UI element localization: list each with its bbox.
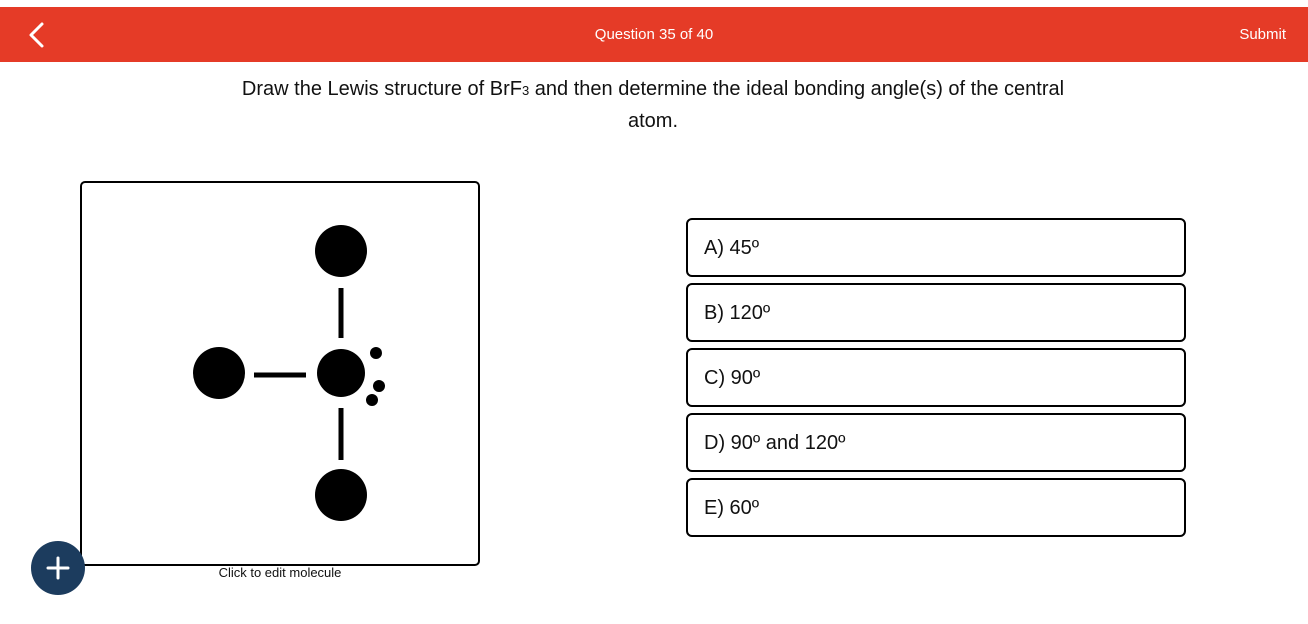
answer-option-label: D) 90º and 120º (704, 432, 846, 454)
question-subscript: 3 (522, 83, 530, 98)
submit-button[interactable]: Submit (1239, 26, 1286, 43)
lone-pair-electron (373, 380, 385, 392)
lewis-structure-drawing (82, 183, 478, 564)
answer-option-d[interactable] (686, 413, 1186, 472)
question-counter: Question 35 of 40 (594, 26, 714, 43)
question-prompt (230, 74, 1076, 137)
answer-option-label: E) 60º (704, 497, 760, 519)
answer-option-b[interactable] (686, 283, 1186, 342)
question-text-part2: and then determine the ideal bonding angle(s) of the central atom. (529, 78, 1065, 132)
answer-option-e[interactable] (686, 478, 1186, 537)
atom-central (317, 349, 365, 397)
molecule-editor-canvas[interactable] (80, 181, 480, 566)
atom-bottom (315, 469, 367, 521)
atom-top (315, 225, 367, 277)
lone-pair-electron (366, 394, 378, 406)
add-button[interactable] (31, 541, 85, 595)
answer-option-label: B) 120º (704, 302, 771, 324)
answer-option-label: A) 45º (704, 237, 760, 259)
answer-option-a[interactable] (686, 218, 1186, 277)
plus-icon (31, 541, 85, 595)
lone-pair-electron (370, 347, 382, 359)
top-bar (0, 7, 1308, 62)
answer-option-label: C) 90º (704, 367, 761, 389)
answer-option-c[interactable] (686, 348, 1186, 407)
question-text-part1: Draw the Lewis structure of BrF (241, 78, 523, 100)
answer-options (686, 218, 1186, 543)
edit-molecule-caption[interactable]: Click to edit molecule (218, 565, 342, 580)
atom-left (193, 347, 245, 399)
